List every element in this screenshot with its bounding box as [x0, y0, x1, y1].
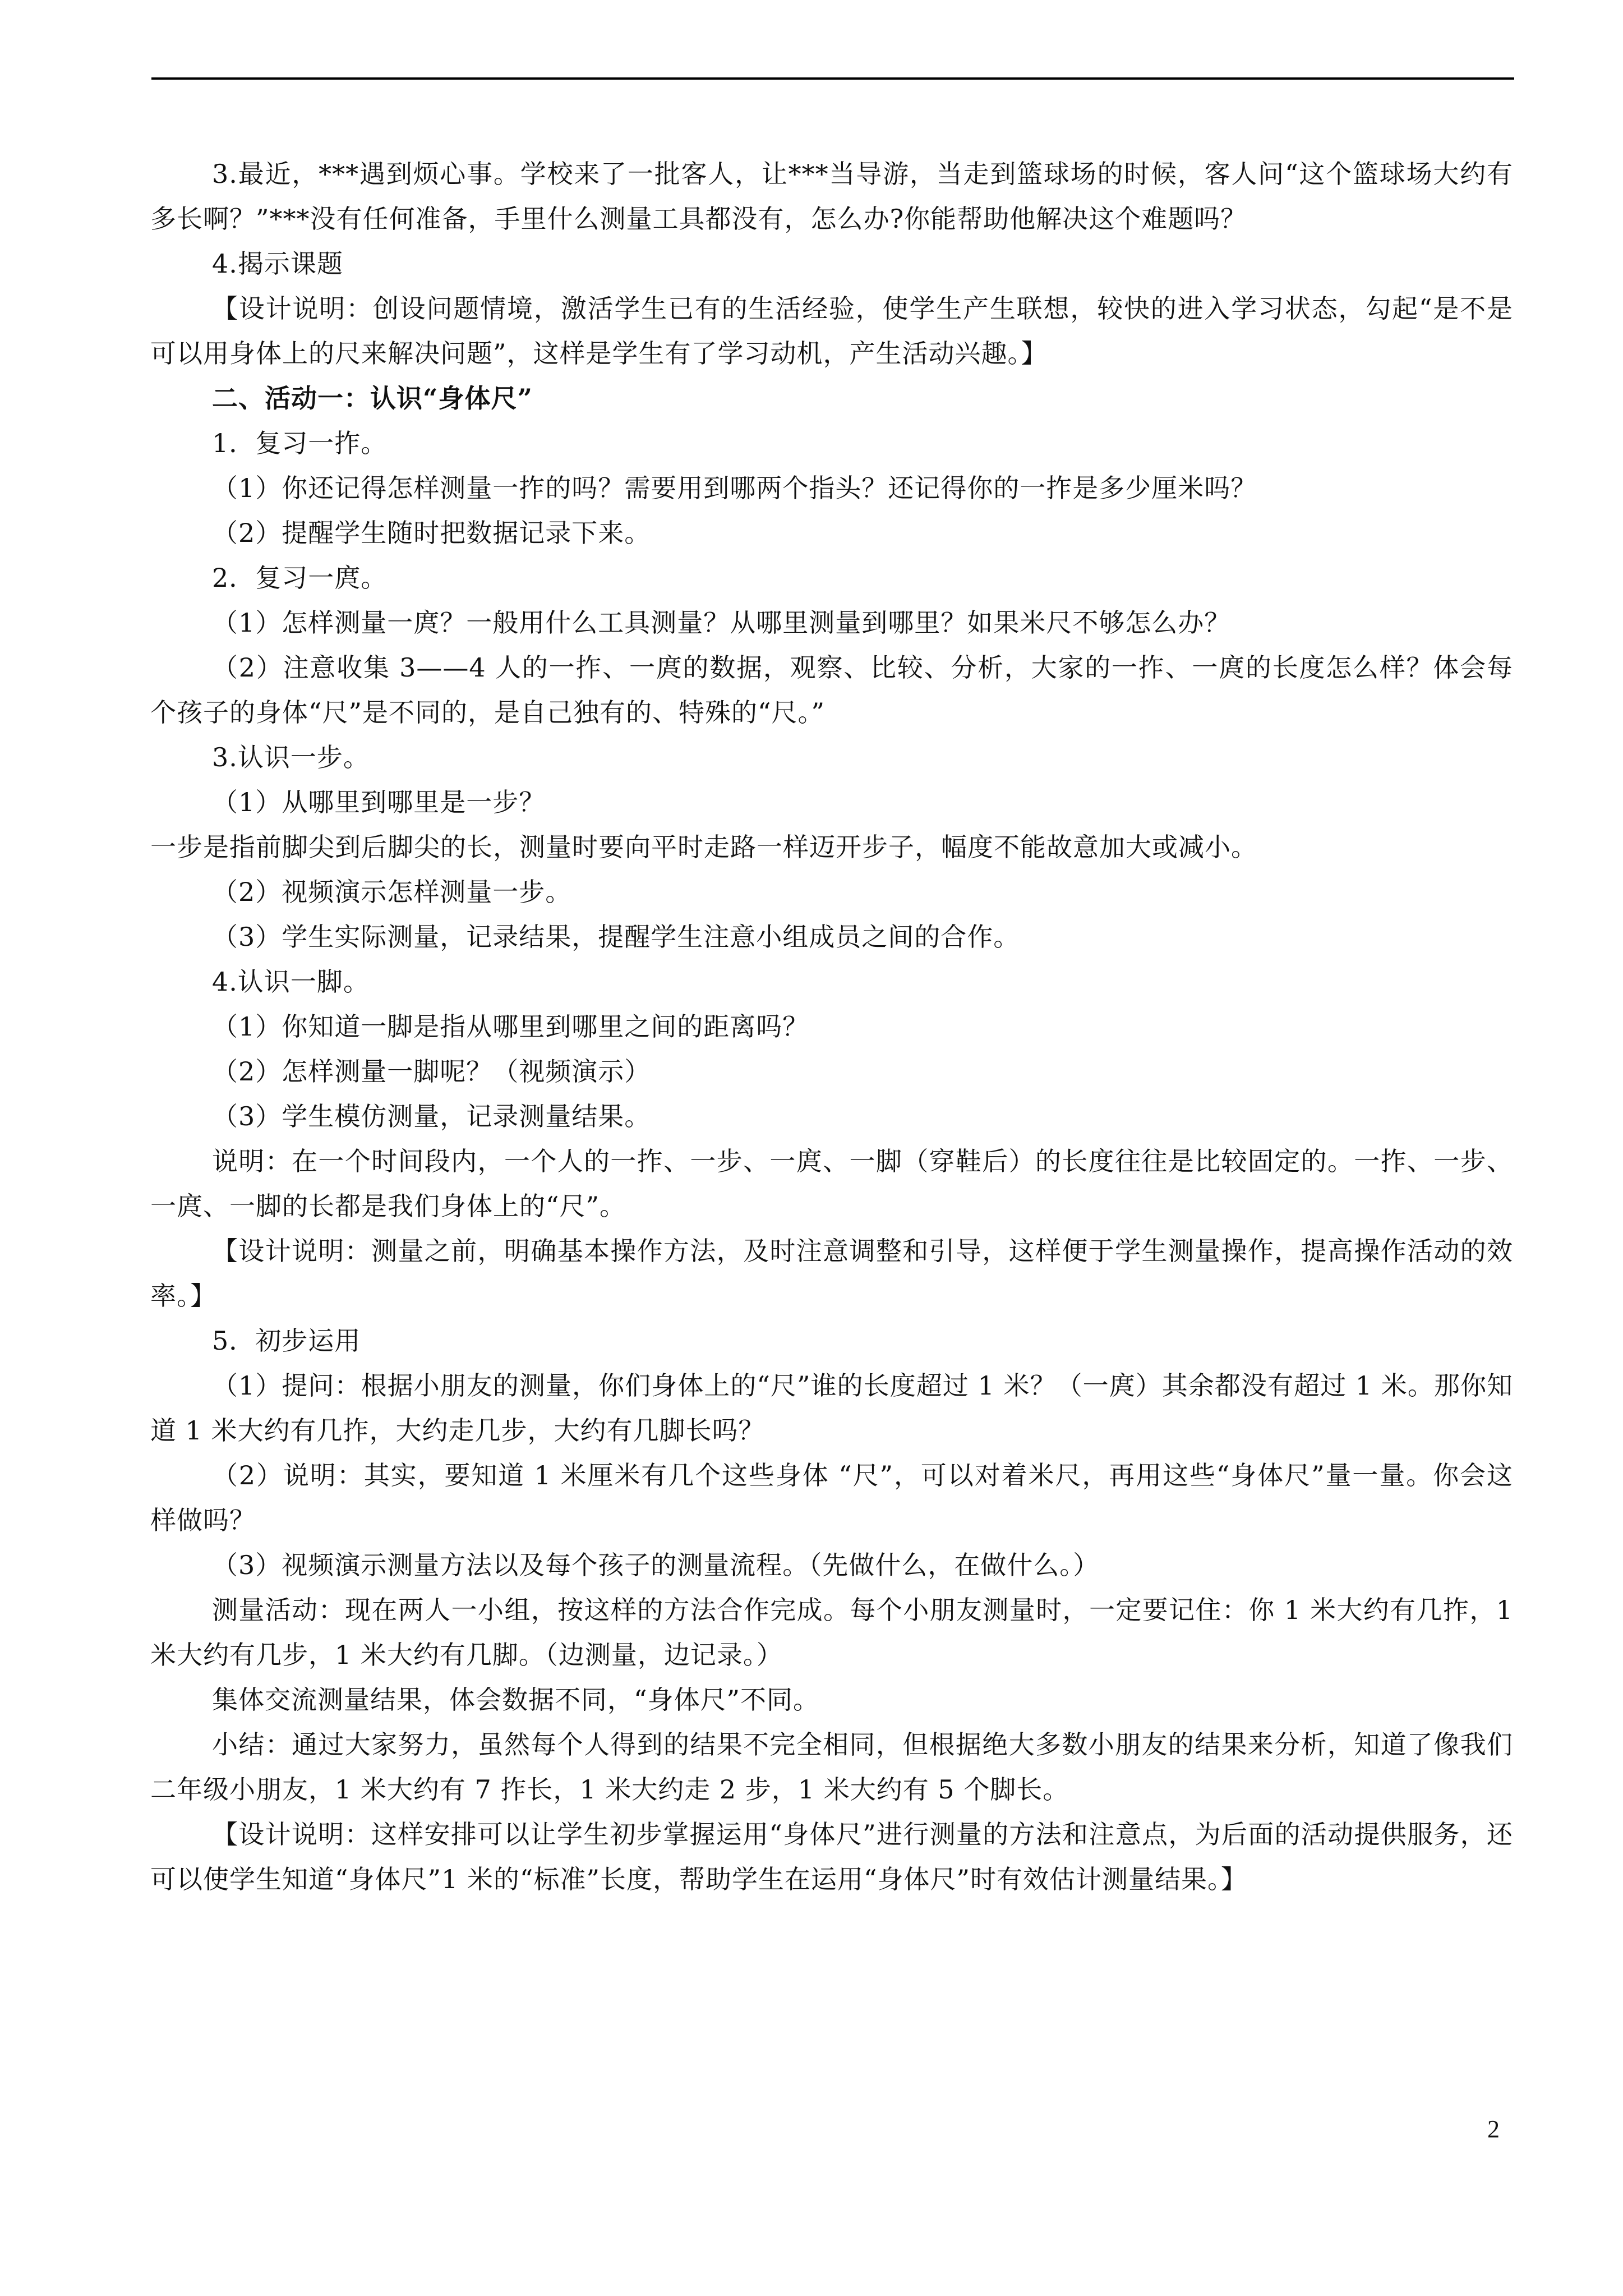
paragraph: （3）视频演示测量方法以及每个孩子的测量流程。（先做什么，在做什么。） — [212, 1550, 1100, 1580]
paragraph: 1．复习一拃。 — [212, 428, 388, 458]
paragraph: （2）怎样测量一脚呢？（视频演示） — [212, 1056, 651, 1087]
paragraph: （2）说明：其实，要知道 1 米厘米有几个这些身体 “尺”，可以对着米尺，再用这些“身体尺”量一量。你会这样做吗？ — [150, 1460, 1513, 1535]
paragraph: 2．复习一庹。 — [212, 563, 388, 593]
paragraph: 集体交流测量结果，体会数据不同，“身体尺”不同。 — [212, 1685, 820, 1715]
paragraph: （1）你知道一脚是指从哪里到哪里之间的距离吗？ — [212, 1011, 809, 1042]
paragraph: （1）你还记得怎样测量一拃的吗？需要用到哪两个指头？还记得你的一拃是多少厘米吗？ — [212, 473, 1257, 503]
paragraph: 3.认识一步。 — [212, 742, 370, 772]
paragraph: （3）学生实际测量，记录结果，提醒学生注意小组成员之间的合作。 — [212, 922, 1020, 952]
paragraph: （1）提问：根据小朋友的测量，你们身体上的“尺”谁的长度超过 1 米？（一庹）其余都没有超过 1 米。那你知道 1 米大约有几拃，大约走几步，大约有几脚长吗？ — [150, 1370, 1513, 1446]
paragraph: 4.认识一脚。 — [212, 967, 370, 997]
paragraph: 3.最近，***遇到烦心事。学校来了一批客人，让***当导游，当走到篮球场的时候，客人问“这个篮球场大约有多长啊？”***没有任何准备，手里什么测量工具都没有，怎么办?你能帮助他解决这个难题吗？ — [150, 159, 1513, 234]
paragraph: （2）注意收集 3——4 人的一拃、一庹的数据，观察、比较、分析，大家的一拃、一庹的长度怎么样？体会每个孩子的身体“尺”是不同的，是自己独有的、特殊的“尺。” — [150, 652, 1513, 728]
paragraph: （1）怎样测量一庹？一般用什么工具测量？从哪里测量到哪里？如果米尺不够怎么办？ — [212, 608, 1231, 638]
paragraph: 一步是指前脚尖到后脚尖的长，测量时要向平时走路一样迈开步子，幅度不能故意加大或减小。 — [150, 832, 1257, 862]
paragraph: （1）从哪里到哪里是一步？ — [212, 787, 546, 817]
paragraph: 【设计说明：测量之前，明确基本操作方法，及时注意调整和引导，这样便于学生测量操作，提高操作活动的效率。】 — [150, 1236, 1513, 1311]
paragraph: 【设计说明：创设问题情境，激活学生已有的生活经验，使学生产生联想，较快的进入学习状态，勾起“是不是可以用身体上的尺来解决问题”，这样是学生有了学习动机，产生活动兴趣。】 — [150, 293, 1513, 369]
paragraph: （3）学生模仿测量，记录测量结果。 — [212, 1101, 651, 1131]
paragraph: （2）提醒学生随时把数据记录下来。 — [212, 518, 651, 548]
paragraph: 5．初步运用 — [212, 1326, 361, 1356]
paragraph: 【设计说明：这样安排可以让学生初步掌握运用“身体尺”进行测量的方法和注意点，为后面的活动提供服务，还可以使学生知道“身体尺”1 米的“标准”长度，帮助学生在运用“身体尺”时有效估计测量结果。】 — [150, 1819, 1513, 1894]
paragraph: 说明：在一个时间段内，一个人的一拃、一步、一庹、一脚（穿鞋后）的长度往往是比较固定的。一拃、一步、一庹、一脚的长都是我们身体上的“尺”。 — [150, 1146, 1513, 1221]
header-rule — [151, 77, 1514, 80]
document-body — [150, 151, 1513, 1902]
paragraph: 小结：通过大家努力，虽然每个人得到的结果不完全相同，但根据绝大多数小朋友的结果来分析，知道了像我们二年级小朋友，1 米大约有 7 拃长，1 米大约走 2 步，1 米大约有 5 个脚长。 — [150, 1729, 1513, 1805]
paragraph: 测量活动：现在两人一小组，按这样的方法合作完成。每个小朋友测量时，一定要记住：你 1 米大约有几拃，1 米大约有几步，1 米大约有几脚。（边测量，边记录。） — [150, 1595, 1513, 1670]
section-heading: 二、活动一：认识“身体尺” — [212, 383, 533, 413]
paragraph: （2）视频演示怎样测量一步。 — [212, 877, 572, 907]
page-number: 2 — [1487, 2115, 1500, 2143]
paragraph: 4.揭示课题 — [212, 249, 343, 279]
